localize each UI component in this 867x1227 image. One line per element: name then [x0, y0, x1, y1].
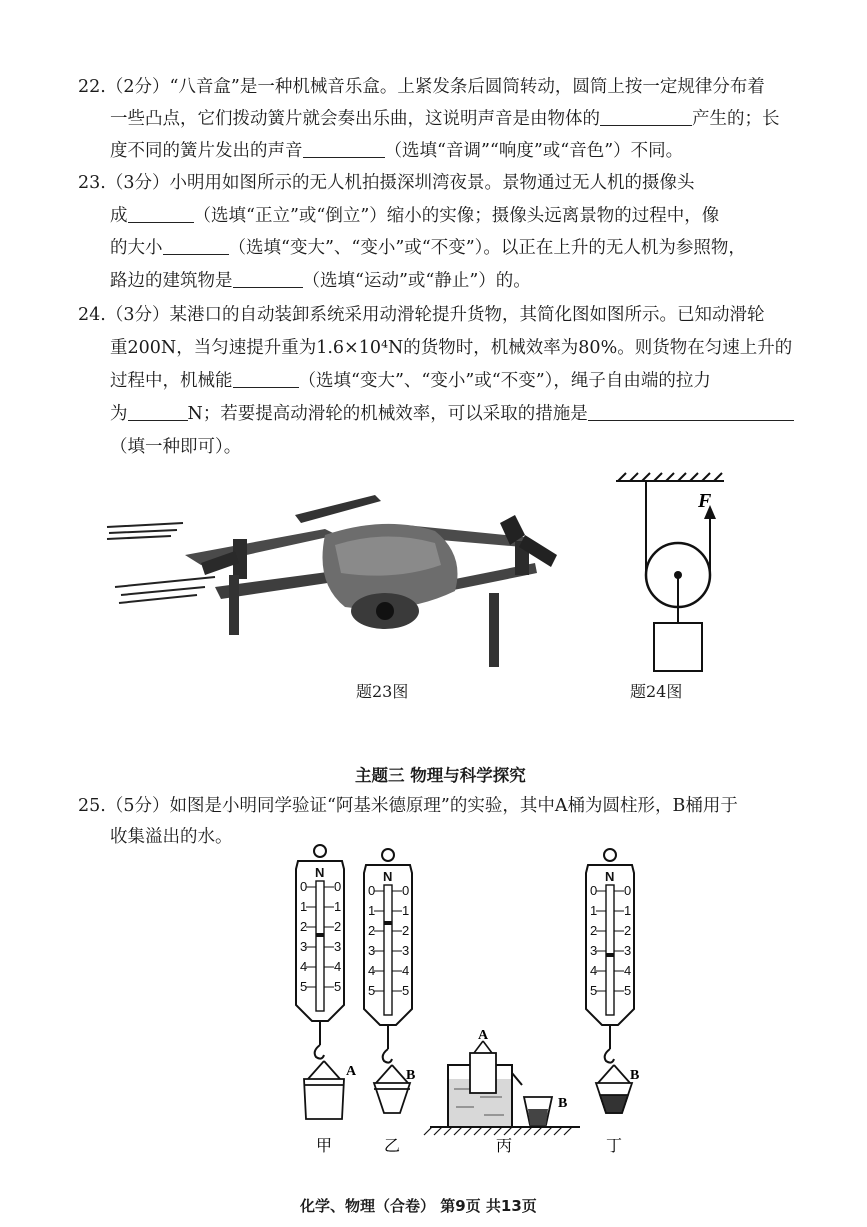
scale-unit-label: N — [383, 869, 393, 884]
page-footer: 化学、物理（合卷） 第9页 共13页 — [300, 1197, 537, 1215]
q23-text-f: （选填“运动”或“静止”）的。 — [302, 271, 531, 291]
q24-blank1 — [233, 371, 299, 388]
q23-text-e: 路边的建筑物是 — [110, 271, 233, 291]
scale-tick-label: 2 — [624, 923, 632, 938]
q22-line2 — [110, 108, 780, 130]
q23-text-b: （选填“正立”或“倒立”）缩小的实像；摄像头远离景物的过程中，像 — [193, 206, 720, 226]
pulley-figure — [612, 475, 732, 675]
scale-tick-label: 1 — [334, 899, 342, 914]
q22-blank1 — [600, 109, 692, 126]
q22-text-c: 度不同的簧片发出的声音 — [110, 141, 303, 161]
q24-line1: 24.（3分）某港口的自动装卸系统采用动滑轮提升货物，其简化图如图所示。已知动滑轮 — [78, 305, 765, 325]
scale-tick-label: 5 — [402, 983, 410, 998]
scale-tick-label: 3 — [368, 943, 376, 958]
q24-blank2 — [128, 404, 188, 421]
scale-tick-label: 0 — [590, 883, 598, 898]
scale-tick-label: 4 — [334, 959, 342, 974]
stage-jia: 甲 — [316, 1136, 333, 1155]
q23-line1: 23.（3分）小明用如图所示的无人机拍摄深圳湾夜景。景物通过无人机的摄像头 — [78, 173, 695, 193]
archimedes-figure — [270, 845, 650, 1185]
bucket-b-empty — [374, 1065, 410, 1113]
drone-body — [185, 495, 557, 667]
stage-bing: 丙 — [496, 1136, 513, 1155]
scale-tick-label: 0 — [368, 883, 376, 898]
scale-tick-label: 3 — [590, 943, 598, 958]
scale-tick-label: 0 — [402, 883, 410, 898]
scale-tick-label: 4 — [402, 963, 410, 978]
fig23-caption: 题23图 — [356, 682, 409, 701]
q22-text-b: 产生的；长 — [692, 109, 780, 129]
q23-blank1 — [128, 206, 194, 223]
drone-figure — [105, 495, 575, 675]
label-b-bing: B — [558, 1096, 568, 1111]
q23-blank2 — [163, 238, 229, 255]
scale-tick-label: 0 — [624, 883, 632, 898]
scale-tick-label: 0 — [300, 879, 308, 894]
scale-tick-label: 2 — [402, 923, 410, 938]
scale-tick-label: 2 — [300, 919, 308, 934]
scale-tick-label: 2 — [334, 919, 342, 934]
q22-text-d: （选填“音调”“响度”或“音色”）不同。 — [384, 141, 684, 161]
q24-text-d: N；若要提高动滑轮的机械效率，可以采取的措施是 — [187, 404, 588, 424]
overflow-setup — [424, 1028, 580, 1135]
label-b-yi: B — [406, 1068, 416, 1083]
q25-line1: 25.（5分）如图是小明同学验证“阿基米德原理”的实验，其中A桶为圆柱形，B桶用于 — [78, 796, 738, 816]
scale-tick-label: 5 — [590, 983, 598, 998]
q24-line2: 重200N，当匀速提升重为1.6×10⁴N的货物时，机械效率为80%。则货物在匀速上升的 — [110, 338, 793, 358]
q22-text-a: 一些凸点，它们拨动簧片就会奏出乐曲，这说明声音是由物体的 — [110, 109, 600, 129]
bucket-a-hanging — [304, 1061, 344, 1119]
q24-text-a: 过程中，机械能 — [110, 371, 233, 391]
fig24-caption: 题24图 — [630, 682, 683, 701]
section-title: 主题三 物理与科学探究 — [355, 766, 526, 785]
scale-tick-label: 3 — [300, 939, 308, 954]
scale-tick-label: 5 — [300, 979, 308, 994]
scale-tick-label: 3 — [334, 939, 342, 954]
scale-unit-label: N — [315, 865, 325, 880]
scale-tick-labels — [300, 865, 631, 998]
scale-tick-label: 5 — [624, 983, 632, 998]
q25-line2: 收集溢出的水。 — [110, 827, 233, 847]
bucket-b-full — [596, 1065, 632, 1113]
scale-tick-label: 0 — [334, 879, 342, 894]
scale-tick-label: 2 — [590, 923, 598, 938]
scale-tick-label: 4 — [590, 963, 598, 978]
q23-line2 — [110, 205, 719, 227]
q24-line4 — [110, 403, 794, 425]
q24-line5: （填一种即可）。 — [110, 437, 242, 457]
q23-text-a: 成 — [110, 206, 128, 226]
scale-tick-label: 1 — [590, 903, 598, 918]
scale-unit-label: N — [605, 869, 615, 884]
q23-line3 — [110, 237, 746, 259]
scale-tick-label: 4 — [624, 963, 632, 978]
scale-tick-label: 4 — [300, 959, 308, 974]
cargo-box — [654, 623, 702, 671]
stage-yi: 乙 — [384, 1136, 401, 1155]
q22-blank2 — [303, 141, 385, 158]
q23-text-c: 的大小 — [110, 238, 163, 258]
force-label: F — [698, 490, 712, 512]
scale-tick-label: 1 — [402, 903, 410, 918]
scale-tick-label: 3 — [624, 943, 632, 958]
stage-ding: 丁 — [606, 1136, 623, 1155]
scale-tick-label: 3 — [402, 943, 410, 958]
q22-line3 — [110, 140, 683, 162]
label-a-jia: A — [346, 1064, 357, 1079]
q23-text-d: （选填“变大”、“变小”或“不变”）。以正在上升的无人机为参照物， — [228, 238, 746, 258]
q24-text-b: （选填“变大”、“变小”或“不变”），绳子自由端的拉力 — [298, 371, 711, 391]
ceiling — [616, 473, 724, 481]
scale-tick-label: 1 — [368, 903, 376, 918]
scale-tick-label: 1 — [624, 903, 632, 918]
label-a-bing: A — [478, 1028, 489, 1043]
q23-line4 — [110, 270, 531, 292]
q23-blank3 — [233, 271, 303, 288]
scale-tick-label: 5 — [334, 979, 342, 994]
label-b-ding: B — [630, 1068, 640, 1083]
scale-tick-label: 2 — [368, 923, 376, 938]
q24-line3 — [110, 370, 711, 392]
q24-blank3 — [588, 404, 794, 421]
scale-tick-label: 5 — [368, 983, 376, 998]
scale-tick-label: 4 — [368, 963, 376, 978]
q22-line1: 22.（2分）“八音盒”是一种机械音乐盒。上紧发条后圆筒转动，圆筒上按一定规律分布着 — [78, 77, 765, 97]
scale-tick-label: 1 — [300, 899, 308, 914]
q24-text-c: 为 — [110, 404, 128, 424]
